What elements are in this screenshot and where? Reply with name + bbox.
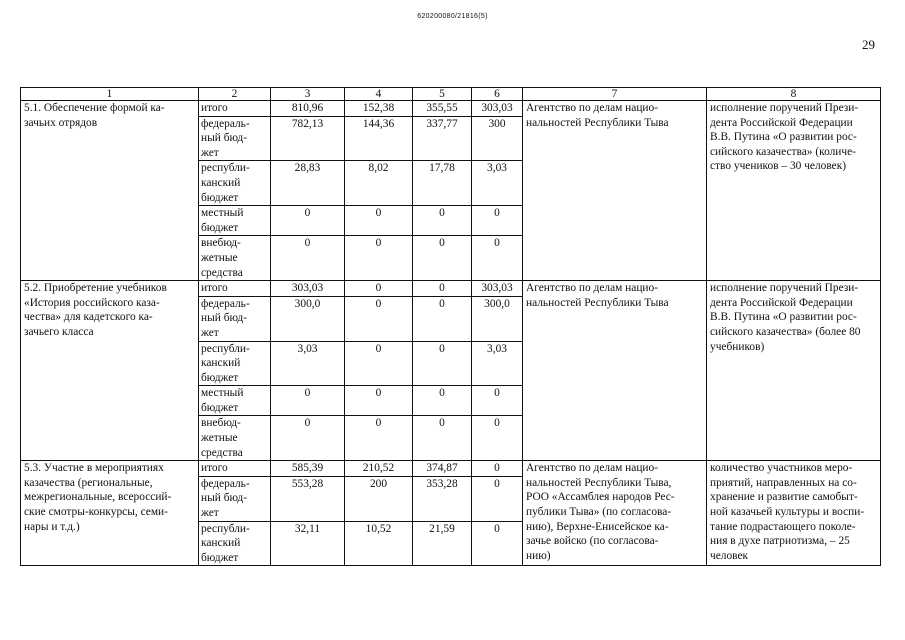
amount-cell: 810,96: [271, 101, 345, 117]
amount-cell: 353,28: [413, 476, 472, 521]
funding-source-cell: [199, 116, 271, 161]
table-row: [21, 281, 881, 297]
column-number: 6: [472, 88, 523, 101]
amount-cell: 0: [271, 236, 345, 281]
amount-cell: 0: [345, 296, 413, 341]
expected-result-text-line: В.В. Путина «О развитии рос-: [710, 131, 857, 144]
amount-cell: 553,28: [271, 476, 345, 521]
expected-result-text-line: учебников): [710, 340, 765, 353]
activity-text-line: казачества (региональные,: [24, 476, 153, 489]
funding-source-text-line: внебюд-: [201, 237, 241, 250]
expected-result-text-line: дента Российской Федерации: [710, 296, 853, 309]
executor-text-line: нию), Верхне-Енисейское ка-: [526, 520, 669, 533]
funding-source-text-line: итого: [201, 282, 228, 295]
activity-text-line: межрегиональные, всероссий-: [24, 491, 172, 504]
table-row: [21, 461, 881, 477]
executor-cell: [523, 101, 707, 281]
amount-cell: 10,52: [345, 521, 413, 566]
column-number: 5: [413, 88, 472, 101]
amount-cell: 0: [345, 416, 413, 461]
funding-source-text-line: федераль-: [201, 477, 250, 490]
amount-cell: 0: [472, 521, 523, 566]
amount-cell: 303,03: [472, 101, 523, 117]
activity-text-line: 5.2. Приобретение учебников: [24, 282, 167, 295]
amount-cell: 374,87: [413, 461, 472, 477]
funding-source-text-line: средства: [201, 266, 243, 279]
amount-cell: 0: [413, 236, 472, 281]
activity-cell: [21, 101, 199, 281]
activity-text-line: «История российского каза-: [24, 296, 160, 309]
amount-cell: 0: [413, 296, 472, 341]
column-number: 1: [21, 88, 199, 101]
amount-cell: 0: [413, 386, 472, 416]
amount-cell: 8,02: [345, 161, 413, 206]
activity-text-line: 5.1. Обеспечение формой ка-: [24, 102, 165, 114]
activity-text-line: нары и т.д.): [24, 520, 80, 533]
amount-cell: 0: [472, 206, 523, 236]
table-row: [21, 101, 881, 117]
activity-text-line: зачьих отрядов: [24, 116, 98, 129]
amount-cell: 300,0: [271, 296, 345, 341]
amount-cell: 0: [345, 206, 413, 236]
amount-cell: 0: [413, 281, 472, 297]
activity-text-line: 5.3. Участие в мероприятиях: [24, 462, 164, 475]
expected-result-text-line: хранение и развитие самобыт-: [710, 491, 858, 504]
amount-cell: 303,03: [271, 281, 345, 297]
amount-cell: 0: [472, 476, 523, 521]
amount-cell: 3,03: [271, 341, 345, 386]
executor-text-line: нию): [526, 549, 551, 562]
executor-text-line: РОО «Ассамблея народов Рес-: [526, 491, 675, 504]
funding-source-text-line: внебюд-: [201, 417, 241, 430]
amount-cell: 0: [413, 206, 472, 236]
activity-cell: [21, 461, 199, 566]
funding-source-text-line: бюджет: [201, 221, 239, 234]
activity-text-line: ские смотры-конкурсы, семи-: [24, 506, 168, 519]
amount-cell: 0: [345, 341, 413, 386]
amount-cell: 0: [345, 386, 413, 416]
executor-text-line: нальностей Республики Тыва,: [526, 476, 672, 489]
amount-cell: 0: [472, 386, 523, 416]
column-number: 7: [523, 88, 707, 101]
funding-source-cell: [199, 281, 271, 297]
program-activities-table: [20, 87, 881, 566]
funding-source-text-line: жет: [201, 326, 219, 339]
amount-cell: 0: [271, 206, 345, 236]
funding-source-text-line: итого: [201, 102, 228, 114]
expected-result-text-line: ной казачьей культуры и воспи-: [710, 506, 865, 519]
expected-result-text-line: дента Российской Федерации: [710, 116, 853, 129]
amount-cell: 782,13: [271, 116, 345, 161]
amount-cell: 200: [345, 476, 413, 521]
funding-source-cell: [199, 416, 271, 461]
expected-result-text-line: исполнение поручений Прези-: [710, 282, 859, 295]
funding-source-text-line: местный: [201, 207, 244, 220]
amount-cell: 152,38: [345, 101, 413, 117]
funding-source-text-line: республи-: [201, 522, 250, 535]
amount-cell: 32,11: [271, 521, 345, 566]
funding-source-cell: [199, 476, 271, 521]
column-number: 2: [199, 88, 271, 101]
column-number-row: [21, 88, 881, 101]
amount-cell: 303,03: [472, 281, 523, 297]
amount-cell: 0: [271, 416, 345, 461]
amount-cell: 0: [413, 341, 472, 386]
activity-text-line: чества» для кадетского ка-: [24, 311, 153, 324]
expected-result-cell: [707, 461, 881, 566]
executor-text-line: нальностей Республики Тыва: [526, 116, 669, 129]
funding-source-cell: [199, 386, 271, 416]
executor-cell: [523, 281, 707, 461]
executor-text-line: Агентство по делам нацио-: [526, 462, 659, 475]
funding-source-text-line: республи-: [201, 342, 250, 355]
funding-source-text-line: ный бюд-: [201, 132, 248, 145]
amount-cell: 0: [271, 386, 345, 416]
executor-cell: [523, 461, 707, 566]
executor-text-line: нальностей Республики Тыва: [526, 296, 669, 309]
expected-result-text-line: сийского казачества» (количе-: [710, 145, 856, 158]
expected-result-text-line: ния в духе патриотизма, – 25: [710, 535, 850, 548]
funding-source-text-line: итого: [201, 462, 228, 475]
funding-source-text-line: жет: [201, 507, 219, 520]
funding-source-text-line: ный бюд-: [201, 312, 248, 325]
amount-cell: 300,0: [472, 296, 523, 341]
amount-cell: 355,55: [413, 101, 472, 117]
amount-cell: 28,83: [271, 161, 345, 206]
executor-text-line: публики Тыва» (по согласова-: [526, 506, 672, 519]
amount-cell: 337,77: [413, 116, 472, 161]
funding-source-text-line: канский: [201, 176, 241, 189]
funding-source-text-line: жет: [201, 146, 219, 159]
amount-cell: 144,36: [345, 116, 413, 161]
funding-source-text-line: федераль-: [201, 117, 250, 130]
amount-cell: 0: [413, 416, 472, 461]
column-number: 8: [707, 88, 881, 101]
funding-source-cell: [199, 101, 271, 117]
column-number: 3: [271, 88, 345, 101]
funding-source-cell: [199, 341, 271, 386]
executor-text-line: Агентство по делам нацио-: [526, 282, 659, 295]
expected-result-text-line: сийского казачества» (более 80: [710, 325, 861, 338]
expected-result-cell: [707, 101, 881, 281]
funding-source-text-line: бюджет: [201, 401, 239, 414]
funding-source-text-line: федераль-: [201, 297, 250, 310]
expected-result-text-line: количество участников меро-: [710, 462, 853, 475]
executor-text-line: Агентство по делам нацио-: [526, 102, 659, 114]
expected-result-text-line: человек: [710, 549, 749, 562]
expected-result-text-line: исполнение поручений Прези-: [710, 102, 859, 114]
document-id: 620200080/21816(5): [417, 13, 488, 20]
funding-source-cell: [199, 461, 271, 477]
activity-cell: [21, 281, 199, 461]
amount-cell: 3,03: [472, 341, 523, 386]
amount-cell: 17,78: [413, 161, 472, 206]
funding-source-text-line: канский: [201, 537, 241, 550]
amount-cell: 0: [345, 236, 413, 281]
funding-source-cell: [199, 161, 271, 206]
funding-source-text-line: канский: [201, 357, 241, 370]
funding-source-text-line: ный бюд-: [201, 492, 248, 505]
page-number: 29: [862, 37, 875, 52]
funding-source-cell: [199, 296, 271, 341]
expected-result-text-line: В.В. Путина «О развитии рос-: [710, 311, 857, 324]
expected-result-cell: [707, 281, 881, 461]
funding-source-text-line: бюджет: [201, 371, 239, 384]
amount-cell: 210,52: [345, 461, 413, 477]
funding-source-text-line: средства: [201, 446, 243, 459]
funding-source-text-line: бюджет: [201, 551, 239, 564]
amount-cell: 585,39: [271, 461, 345, 477]
amount-cell: 0: [472, 236, 523, 281]
funding-source-cell: [199, 521, 271, 566]
activity-text-line: зачьего класса: [24, 325, 94, 338]
amount-cell: 21,59: [413, 521, 472, 566]
funding-source-cell: [199, 206, 271, 236]
funding-source-text-line: жетные: [201, 251, 238, 264]
amount-cell: 0: [345, 281, 413, 297]
funding-source-text-line: республи-: [201, 162, 250, 175]
funding-source-cell: [199, 236, 271, 281]
amount-cell: 300: [472, 116, 523, 161]
expected-result-text-line: приятий, направленных на со-: [710, 476, 857, 489]
executor-text-line: зачье войско (по согласова-: [526, 535, 659, 548]
expected-result-text-line: ство учеников – 30 человек): [710, 160, 847, 173]
column-number: 4: [345, 88, 413, 101]
funding-source-text-line: бюджет: [201, 191, 239, 204]
amount-cell: 3,03: [472, 161, 523, 206]
expected-result-text-line: тание подрастающего поколе-: [710, 520, 856, 533]
amount-cell: 0: [472, 416, 523, 461]
funding-source-text-line: местный: [201, 387, 244, 400]
amount-cell: 0: [472, 461, 523, 477]
funding-source-text-line: жетные: [201, 432, 238, 445]
